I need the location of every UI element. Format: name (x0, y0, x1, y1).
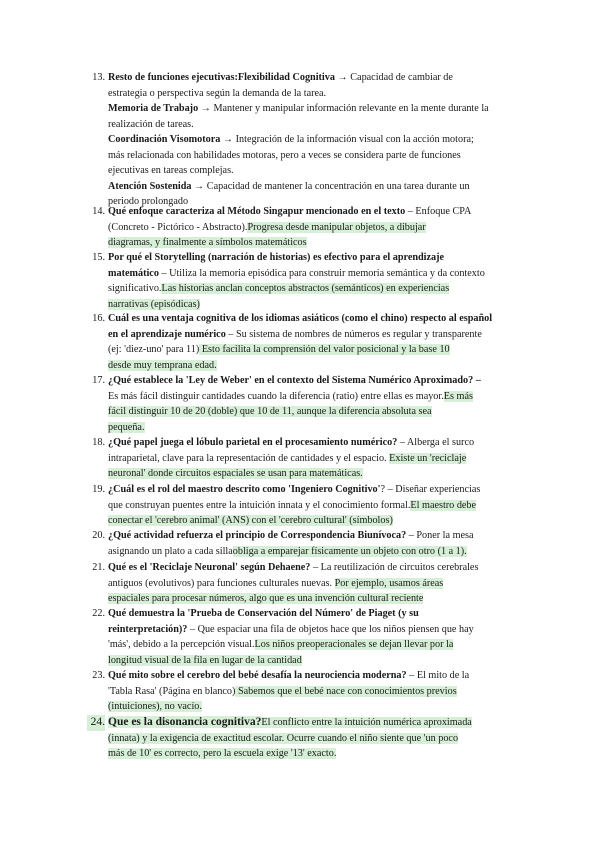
answer: intraparietal, clave para la representación de cantidades y el espacio. (108, 452, 387, 464)
line: realización de tareas. (108, 118, 194, 130)
line (108, 373, 505, 389)
item-number: 19. (92, 484, 105, 495)
answer: – Utiliza la memoria episódica para construir memoria semántica y da contexto (158, 267, 485, 279)
line (108, 420, 505, 436)
line (108, 327, 505, 343)
item-body (108, 435, 505, 482)
answer: (ej: 'diez-uno' para 11) (108, 344, 200, 355)
highlight: Esto facilita la comprensión del valor posicional y la base 10 (199, 344, 450, 355)
line (108, 560, 505, 576)
item-number: 20. (92, 530, 105, 541)
question: Por qué el Storytelling (narración de historias) es efectivo para el aprendizaje (108, 252, 445, 263)
line (108, 250, 505, 266)
highlight: Por ejemplo, usamos áreas (334, 577, 444, 589)
answer: – (473, 375, 481, 386)
line (108, 606, 505, 622)
item-number: 21. (92, 562, 105, 573)
question: ¿Qué establece la 'Ley de Weber' en el contexto del Sistema Numérico Aproximado? (108, 375, 474, 386)
line (108, 653, 505, 669)
answer: significativo. (108, 283, 162, 294)
line (108, 70, 505, 86)
line (108, 342, 505, 358)
answer: – Que espaciar una fila de objetos hace que los niños piensen que hay (187, 623, 474, 635)
highlight: longitud visual de la fila en lugar de la cantidad (108, 654, 302, 666)
answer: – Su sistema de nombres de números es regular y transparente (225, 328, 482, 340)
definition: Mantener y manipular información relevante en la mente durante la (213, 103, 489, 114)
item-body (108, 70, 505, 210)
line (108, 637, 505, 653)
definition: Capacidad de mantener la concentración en una tarea durante un (206, 180, 470, 192)
line (108, 513, 505, 529)
item-number: 16. (92, 313, 105, 324)
line (108, 220, 505, 236)
highlight: conectar el 'cerebro animal' (ANS) con el 'cerebro cultural' (símbolos) (108, 515, 393, 526)
highlight: El maestro debe (410, 499, 477, 511)
question: reinterpretación)? (108, 623, 188, 635)
item-body (108, 715, 505, 762)
item-number: 23. (92, 670, 105, 681)
question: Cuál es una ventaja cognitiva de los idiomas asiáticos (como el chino) respecto al español (108, 313, 493, 324)
item-body (108, 560, 505, 607)
item-body (108, 482, 505, 529)
line (108, 466, 505, 482)
term: Atención Sostenida (108, 180, 192, 192)
highlight: fácil distinguir 10 de 20 (doble) que 10 de 11, aunque la diferencia absoluta sea (108, 406, 432, 417)
line (108, 684, 505, 700)
item-number: 24. (87, 715, 105, 731)
line (108, 544, 505, 560)
line (108, 498, 505, 514)
arrow: → (198, 103, 214, 114)
item-number: 22. (92, 608, 105, 619)
item-body (108, 373, 505, 435)
answer: – Enfoque CPA (405, 206, 472, 217)
arrow: → (220, 134, 236, 145)
highlight: Existe un 'reciclaje (389, 452, 467, 464)
item-body (108, 250, 505, 312)
answer: ? – Diseñar experiencias (380, 484, 481, 495)
question: ¿Cuál es el rol del maestro descrito como 'Ingeniero Cognitivo' (108, 484, 381, 495)
answer: – Poner la mesa (406, 530, 474, 541)
item-number: 18. (92, 437, 105, 448)
line (108, 235, 505, 251)
highlight: desde muy temprana edad. (108, 359, 217, 371)
line (108, 622, 505, 638)
answer: asignando un plato a cada silla (108, 545, 233, 557)
line: más relacionada con habilidades motoras, pero a veces se considera parte de funciones (108, 149, 461, 161)
definition: Integración de la información visual con la acción motora; (235, 134, 474, 145)
term: Flexibilidad Cognitiva (237, 72, 335, 83)
question: Qué es el 'Reciclaje Neuronal' según Dehaene? (108, 562, 311, 573)
arrow: → (334, 72, 351, 83)
highlight: (intuiciones), no vacío. (108, 701, 202, 712)
answer: 'Tabla Rasa' (Página en blanco) (108, 685, 236, 697)
arrow: → (191, 180, 207, 192)
highlight: Los niños preoperacionales se dejan llevar por la (254, 639, 454, 650)
question: Qué demuestra la 'Prueba de Conservación del Número' de Piaget (y su (108, 608, 419, 619)
line (108, 699, 505, 715)
question: Que es la disonancia cognitiva? (108, 716, 262, 728)
highlight: Sabemos que el bebé nace con conocimientos previos (235, 685, 457, 697)
item-body (108, 204, 505, 251)
answer: – El mito de la (406, 670, 470, 681)
line (108, 668, 505, 684)
item-number: 14. (92, 206, 105, 217)
highlight: Progresa desde manipular objetos, a dibujar (247, 221, 426, 233)
item-number: 13. (92, 72, 105, 83)
line (108, 746, 505, 762)
term: Resto de funciones ejecutivas: (108, 72, 238, 83)
item-body (108, 668, 505, 715)
highlight: pequeña. (108, 421, 145, 433)
line (108, 482, 505, 498)
highlight: (innata) y la exigencia de exactitud escolar. Ocurre cuando el niño siente que 'un poco (108, 732, 459, 744)
line (108, 281, 505, 297)
answer: – La reutilización de circuitos cerebrales (310, 562, 479, 573)
definition: Capacidad de cambiar de (350, 72, 453, 83)
line (108, 266, 505, 282)
answer: – Alberga el surco (397, 437, 475, 448)
term: Coordinación Visomotora (108, 134, 221, 145)
highlight: obliga a emparejar físicamente un objeto con otro (1 a 1). (232, 545, 467, 557)
item-body (108, 606, 505, 668)
line: periodo prolongado (108, 196, 189, 207)
question: Qué enfoque caracteriza al Método Singapur mencionado en el texto (108, 206, 406, 217)
item-number: 15. (92, 252, 105, 263)
line (108, 311, 505, 327)
highlight: Es más (443, 390, 473, 402)
line: ejecutivas en tareas complejas. (108, 165, 234, 176)
answer: 'más', debido a la percepción visual. (108, 639, 255, 650)
line (108, 435, 505, 451)
question: en el aprendizaje numérico (108, 328, 226, 340)
line (108, 576, 505, 592)
highlight: espaciales para procesar números, algo que es una invención cultural reciente (108, 593, 424, 604)
answer: Es más fácil distinguir cantidades cuando la diferencia (ratio) entre ellas es mayor. (108, 390, 444, 402)
line: estrategia o perspectiva según la demanda de la tarea. (108, 87, 327, 99)
answer: (Concreto - Pictórico - Abstracto). (108, 221, 248, 233)
line (108, 389, 505, 405)
line (108, 731, 505, 747)
line (108, 101, 505, 117)
highlight: diagramas, y finalmente a símbolos matemáticos (108, 237, 307, 248)
line (108, 204, 505, 220)
line (108, 358, 505, 374)
question: ¿Qué actividad refuerza el principio de Correspondencia Biunívoca? (108, 530, 407, 541)
line (108, 179, 505, 195)
question: Qué mito sobre el cerebro del bebé desafía la neurociencia moderna? (108, 670, 407, 681)
line (108, 297, 505, 313)
line (108, 404, 505, 420)
answer: que construyan puentes entre la intuición innata y el conocimiento formal. (108, 499, 411, 511)
line (108, 132, 505, 148)
question: matemático (108, 267, 159, 279)
line (108, 591, 505, 607)
highlight: El conflicto entre la intuición numérica aproximada (261, 717, 472, 728)
highlight: más de 10' es correcto, pero la escuela exige '13' exacto. (108, 748, 337, 759)
term: Memoria de Trabajo (108, 103, 199, 114)
line (108, 528, 505, 544)
highlight: neuronal' donde circuitos espaciales se usan para matemáticas. (108, 468, 363, 479)
line (108, 715, 505, 731)
question: ¿Qué papel juega el lóbulo parietal en el procesamiento numérico? (108, 437, 398, 448)
highlight: Las historias anclan conceptos abstractos (semánticos) en experiencias (161, 283, 450, 294)
line (108, 451, 505, 467)
item-number: 17. (92, 375, 105, 386)
answer: antiguos (evolutivos) para funciones culturales nuevas. (108, 577, 333, 589)
item-body (108, 311, 505, 373)
item-body (108, 528, 505, 559)
highlight: narrativas (episódicas) (108, 298, 200, 310)
